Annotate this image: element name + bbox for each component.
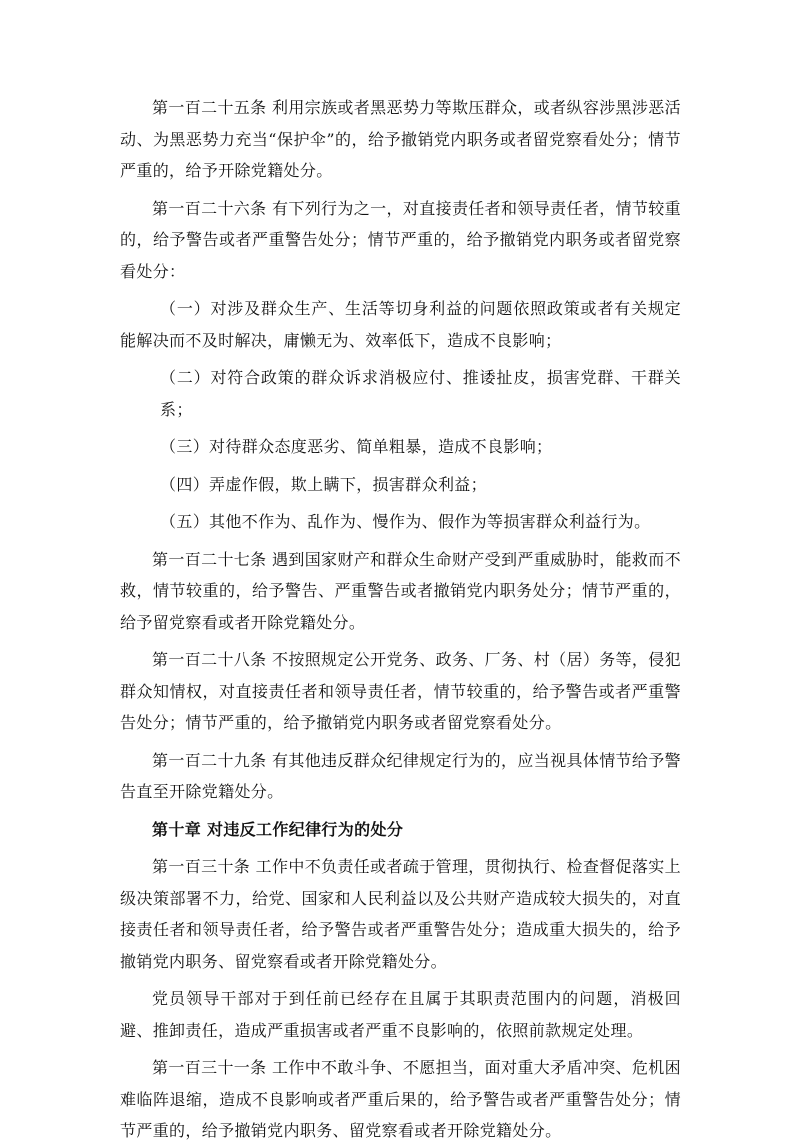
article-125: 第一百二十五条 利用宗族或者黑恶势力等欺压群众，或者纵容涉黑涉恶活动、为黑恶势力充当“保护伞”的，给予撤销党内职务或者留党察看处分；情节严重的，给予开除党籍处分。 [120, 98, 681, 180]
article-126-item-4: （四）弄虚作假，欺上瞒下，损害群众利益； [160, 474, 488, 494]
article-130-paragraph-2: 党员领导干部对于到任前已经存在且属于其职责范围内的问题，消极回避、推卸责任，造成严重损害或者严重不良影响的，依照前款规定处理。 [120, 989, 681, 1040]
article-130: 第一百三十条 工作中不负责任或者疏于管理，贯彻执行、检查督促落实上级决策部署不力，给党、国家和人民利益以及公共财产造成较大损失的，对直接责任者和领导责任者，给予警告或者严重警告处分；造成重大损失的，给予撤销党内职务、留党察看或者开除党籍处分。 [120, 857, 681, 971]
article-126-item-5: （五）其他不作为、乱作为、慢作为、假作为等损害群众利益行为。 [160, 512, 651, 531]
article-127: 第一百二十七条 遇到国家财产和群众生命财产受到严重威胁时，能救而不救，情节较重的，给予警告、严重警告或者撤销党内职务处分；情节严重的，给予留党察看或者开除党籍处分。 [120, 549, 681, 632]
article-126-item-1: （一）对涉及群众生产、生活等切身利益的问题依照政策或者有关规定能解决而不及时解决，庸懒无为、效率低下，造成不良影响； [120, 299, 681, 350]
article-128: 第一百二十八条 不按照规定公开党务、政务、厂务、村（居）务等，侵犯群众知情权，对直接责任者和领导责任者，情节较重的，给予警告或者严重警告处分；情节严重的，给予撤销党内职务或者留党察看处分。 [120, 650, 681, 732]
chapter-10-heading: 第十章 对违反工作纪律行为的处分 [152, 819, 404, 839]
article-126-item-2: （二）对符合政策的群众诉求消极应付、推诿扯皮，损害党群、干群关系； [160, 368, 681, 419]
article-129: 第一百二十九条 有其他违反群众纪律规定行为的，应当视具体情节给予警告直至开除党籍处分。 [120, 750, 681, 801]
article-126: 第一百二十六条 有下列行为之一，对直接责任者和领导责任者，情节较重的，给予警告或者严重警告处分；情节严重的，给予撤销党内职务或者留党察看处分： [120, 198, 681, 281]
article-126-item-3: （三）对待群众态度恶劣、简单粗暴，造成不良影响； [160, 437, 553, 456]
article-131: 第一百三十一条 工作中不敢斗争、不愿担当，面对重大矛盾冲突、危机困难临阵退缩，造成不良影响或者严重后果的，给予警告或者严重警告处分；情节严重的，给予撤销党内职务、留党察看或者开除党籍处分。 [120, 1058, 681, 1140]
